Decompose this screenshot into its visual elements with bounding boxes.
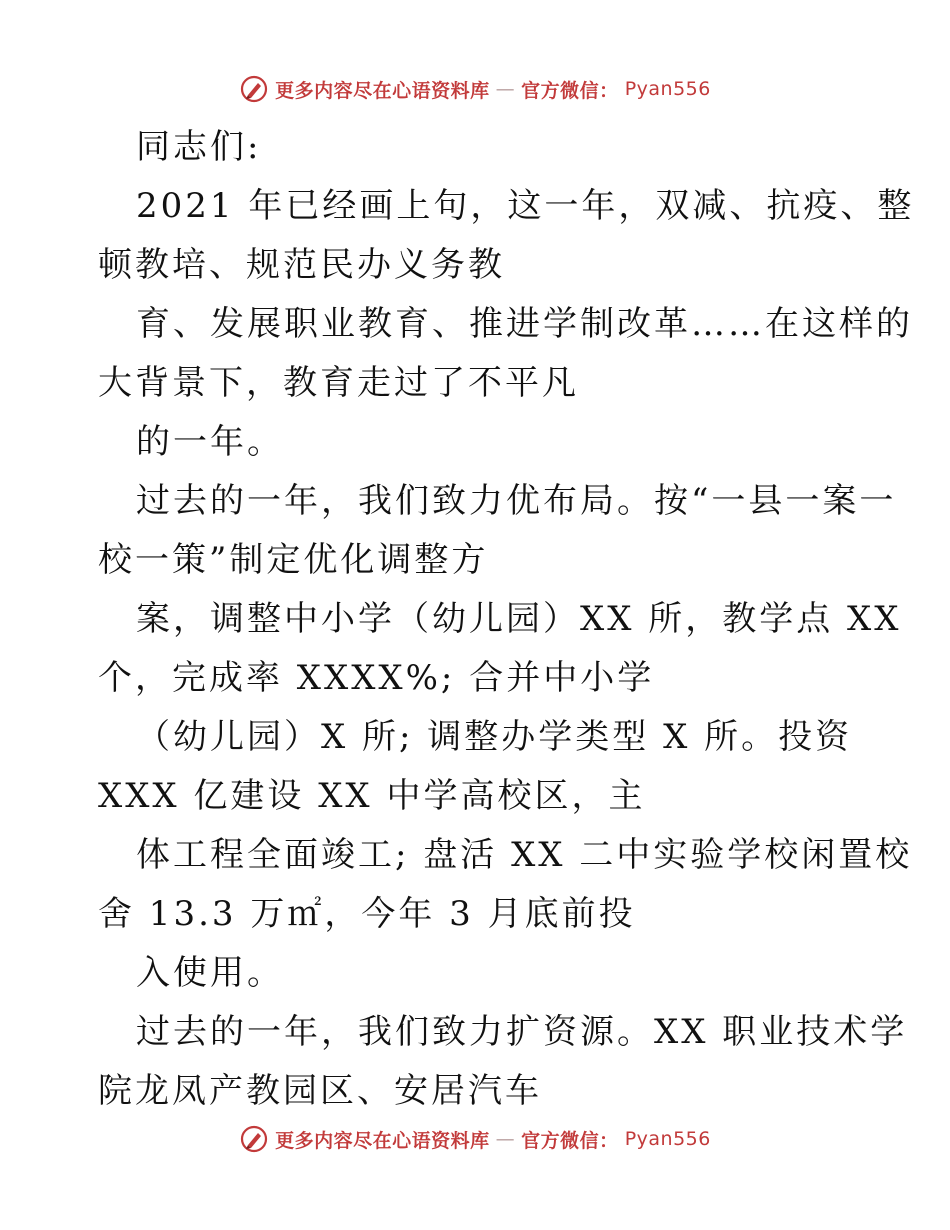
watermark-account: Pyan556 <box>624 1128 711 1150</box>
paragraph-line: XXX 亿建设 XX 中学高校区，主 <box>98 776 646 816</box>
paragraph-line: 过去的一年，我们致力扩资源。XX 职业技术学 <box>136 1012 908 1052</box>
paragraph-line: 顿教培、规范民办义务教 <box>98 245 505 285</box>
watermark-official-label: 官方微信： <box>521 1129 619 1152</box>
watermark-account: Pyan556 <box>624 78 711 100</box>
document-body <box>98 118 915 1121</box>
paragraph-line: 入使用。 <box>136 953 284 993</box>
watermark-official-label: 官方微信： <box>521 79 619 102</box>
paragraph-line: 案，调整中小学（幼儿园）XX 所，教学点 XX <box>136 599 902 639</box>
paragraph-line: 的一年。 <box>136 422 284 462</box>
paragraph-line: 个，完成率 XXXX%; 合并中小学 <box>98 658 655 698</box>
paragraph-line: 过去的一年，我们致力优布局。按“一县一案一 <box>136 481 897 521</box>
paragraph-line: 育、发展职业教育、推进学制改革……在这样的 <box>136 304 913 344</box>
paragraph-line: 2021 年已经画上句，这一年，双减、抗疫、整 <box>136 186 915 226</box>
header-watermark <box>0 72 950 106</box>
footer-watermark <box>0 1122 950 1156</box>
pen-logo-icon <box>239 1124 269 1154</box>
watermark-main-text: 更多内容尽在心语资料库 <box>275 1129 490 1152</box>
salutation: 同志们: <box>136 127 262 167</box>
paragraph-line: （幼儿园）X 所; 调整办学类型 X 所。投资 <box>136 717 853 757</box>
paragraph-line: 院龙凤产教园区、安居汽车 <box>98 1071 542 1111</box>
watermark-separator: — <box>495 1128 516 1150</box>
paragraph-line: 舍 13.3 万㎡，今年 3 月底前投 <box>98 894 636 934</box>
paragraph-line: 校一策”制定优化调整方 <box>98 540 489 580</box>
pen-logo-icon <box>239 74 269 104</box>
watermark-main-text: 更多内容尽在心语资料库 <box>275 79 490 102</box>
watermark-separator: — <box>495 78 516 100</box>
paragraph-line: 大背景下，教育走过了不平凡 <box>98 363 579 403</box>
paragraph-line: 体工程全面竣工; 盘活 XX 二中实验学校闲置校 <box>136 835 913 875</box>
